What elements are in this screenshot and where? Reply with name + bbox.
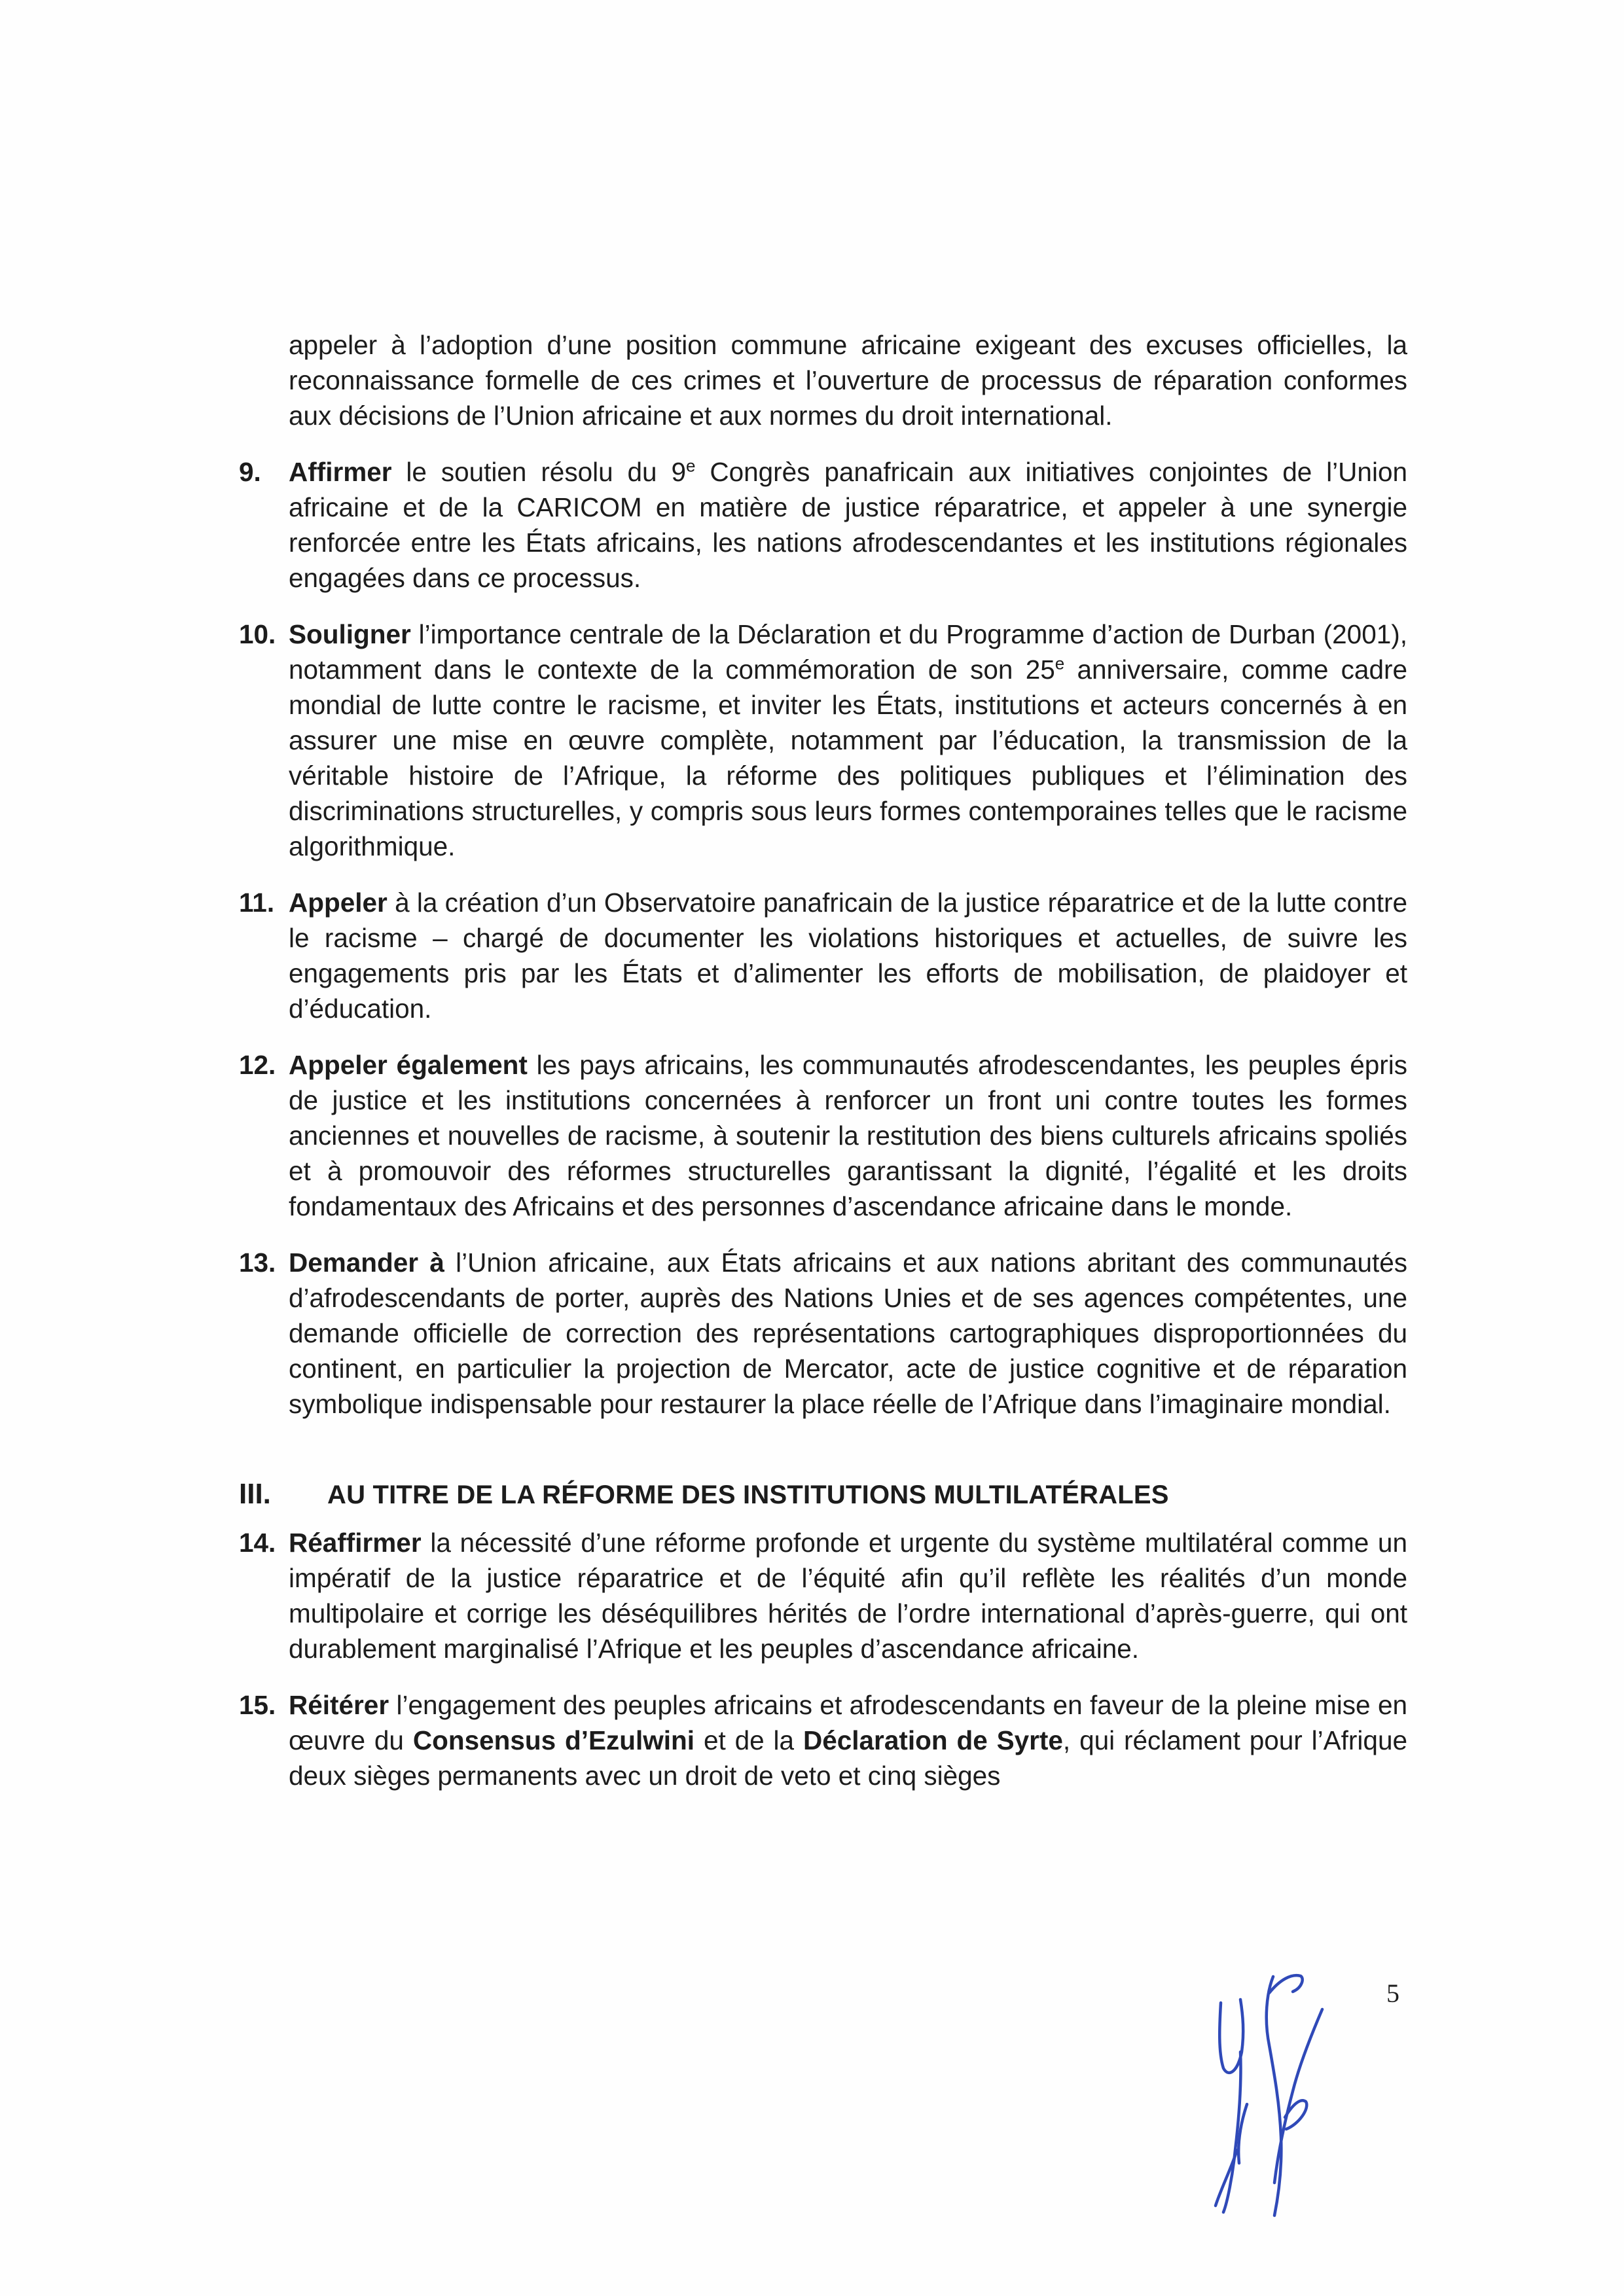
list-item-10 xyxy=(239,617,1407,864)
item-text xyxy=(289,1047,1407,1224)
section-heading xyxy=(239,1478,1407,1517)
list-item-13 xyxy=(239,1245,1407,1422)
item-text-part: Congrès panafricain aux initiatives conjointes de l’Union africaine et de la CARICOM en matière de justice réparatrice, et appeler à une synergie renforcée entre les États africains, les nations afrodescendantes et les institutions régionales engagées dans ce processus. xyxy=(289,457,1407,593)
item-number: 12. xyxy=(239,1050,276,1080)
item-text-part: , qui réclament pour l’Afrique deux sièges permanents avec un droit de veto et cinq sièges xyxy=(289,1725,1407,1791)
item-lead-verb: Réitérer xyxy=(289,1690,389,1720)
item-text xyxy=(289,1525,1407,1666)
item-number: 11. xyxy=(239,888,275,918)
item-number: 9. xyxy=(239,457,261,487)
list-item-15 xyxy=(239,1687,1407,1793)
item-text-part: l’importance centrale de la Déclaration et du Programme d’action de Durban (2001), notamment dans le contexte de la commémoration de son 25 xyxy=(289,619,1407,685)
section-title: AU TITRE DE LA RÉFORME DES INSTITUTIONS MULTILATÉRALES xyxy=(327,1480,1169,1509)
item-text-part: la nécessité d’une réforme profonde et urgente du système multilatéral comme un impératif de la justice réparatrice et de l’équité afin qu’il reflète les réalités d’un monde multipolaire et corrige les déséquilibres hérités de l’ordre international d’après-guerre, qui ont durablement marginalisé l’Afrique et les peuples d’ascendance africaine. xyxy=(289,1528,1407,1664)
bold-reference: Déclaration de Syrte xyxy=(803,1725,1063,1755)
item-lead-verb: Appeler également xyxy=(289,1050,528,1080)
item-text-part: l’Union africaine, aux États africains et aux nations abritant des communautés d’afrodescendants de porter, auprès des Nations Unies et de ses agences compétentes, une demande officielle de correction des représentations cartographiques disproportionnées du continent, en particulier la projection de Mercator, acte de justice cognitive et de réparation symbolique indispensable pour restaurer la place réelle de l’Afrique dans l’imaginaire mondial. xyxy=(289,1247,1407,1419)
item-number: 14. xyxy=(239,1528,276,1558)
list-item-9 xyxy=(239,454,1407,596)
item-text xyxy=(289,454,1407,596)
item-text-part: l’engagement des peuples africains et afrodescendants en faveur de la pleine mise en œuvre du xyxy=(289,1690,1407,1755)
handwritten-signature xyxy=(1201,1954,1358,2229)
item-lead-verb: Souligner xyxy=(289,619,411,649)
item-text-part: les pays africains, les communautés afrodescendantes, les peuples épris de justice et les institutions concernées à renforcer un front uni contre toutes les formes anciennes et nouvelles de racisme, à soutenir la restitution des biens culturels africains spoliés et à promouvoir des réformes structurelles garantissant la dignité, l’égalité et les droits fondamentaux des Africains et des personnes d’ascendance africaine dans le monde. xyxy=(289,1050,1407,1221)
item-number: 13. xyxy=(239,1247,276,1278)
item-number: 15. xyxy=(239,1690,276,1720)
item-text-part: à la création d’un Observatoire panafricain de la justice réparatrice et de la lutte contre le racisme – chargé de documenter les violations historiques et actuelles, de suivre les engagements pris par les États et d’alimenter les efforts de mobilisation, de plaidoyer et d’éducation. xyxy=(289,888,1407,1024)
item-text xyxy=(289,617,1407,864)
document-body xyxy=(239,327,1407,1793)
continuation-paragraph: appeler à l’adoption d’une position commune africaine exigeant des excuses officielles, la reconnaissance formelle de ces crimes et l’ouverture de processus de réparation conformes aux décisions de l’Union africaine et aux normes du droit international. xyxy=(289,330,1407,431)
ordinal-superscript: e xyxy=(1055,653,1065,673)
list-item-14 xyxy=(239,1525,1407,1666)
list-item-12 xyxy=(239,1047,1407,1224)
ordinal-superscript: e xyxy=(685,456,696,476)
page-number: 5 xyxy=(1386,1979,1399,2008)
item-text-part: anniversaire, comme cadre mondial de lutte contre le racisme, et inviter les États, institutions et acteurs concernés à en assurer une mise en œuvre complète, notamment par l’éducation, la transmission de la véritable histoire de l’Afrique, la réforme des politiques publiques et l’élimination des discriminations structurelles, y compris sous leurs formes contemporaines telles que le racisme algorithmique. xyxy=(289,655,1407,861)
item-number: 10. xyxy=(239,619,276,649)
section-number: III. xyxy=(239,1478,271,1510)
item-text-part: et de la xyxy=(695,1725,803,1755)
item-lead-verb: Demander à xyxy=(289,1247,444,1278)
item-text xyxy=(289,1245,1407,1422)
item-text xyxy=(289,1687,1407,1793)
item-text-part: le soutien résolu du 9 xyxy=(391,457,686,487)
item-lead-verb: Affirmer xyxy=(289,457,392,487)
bold-reference: Consensus d’Ezulwini xyxy=(412,1725,695,1755)
item-lead-verb: Réaffirmer xyxy=(289,1528,422,1558)
list-item-11 xyxy=(239,885,1407,1026)
item-text xyxy=(289,885,1407,1026)
item-lead-verb: Appeler xyxy=(289,888,388,918)
